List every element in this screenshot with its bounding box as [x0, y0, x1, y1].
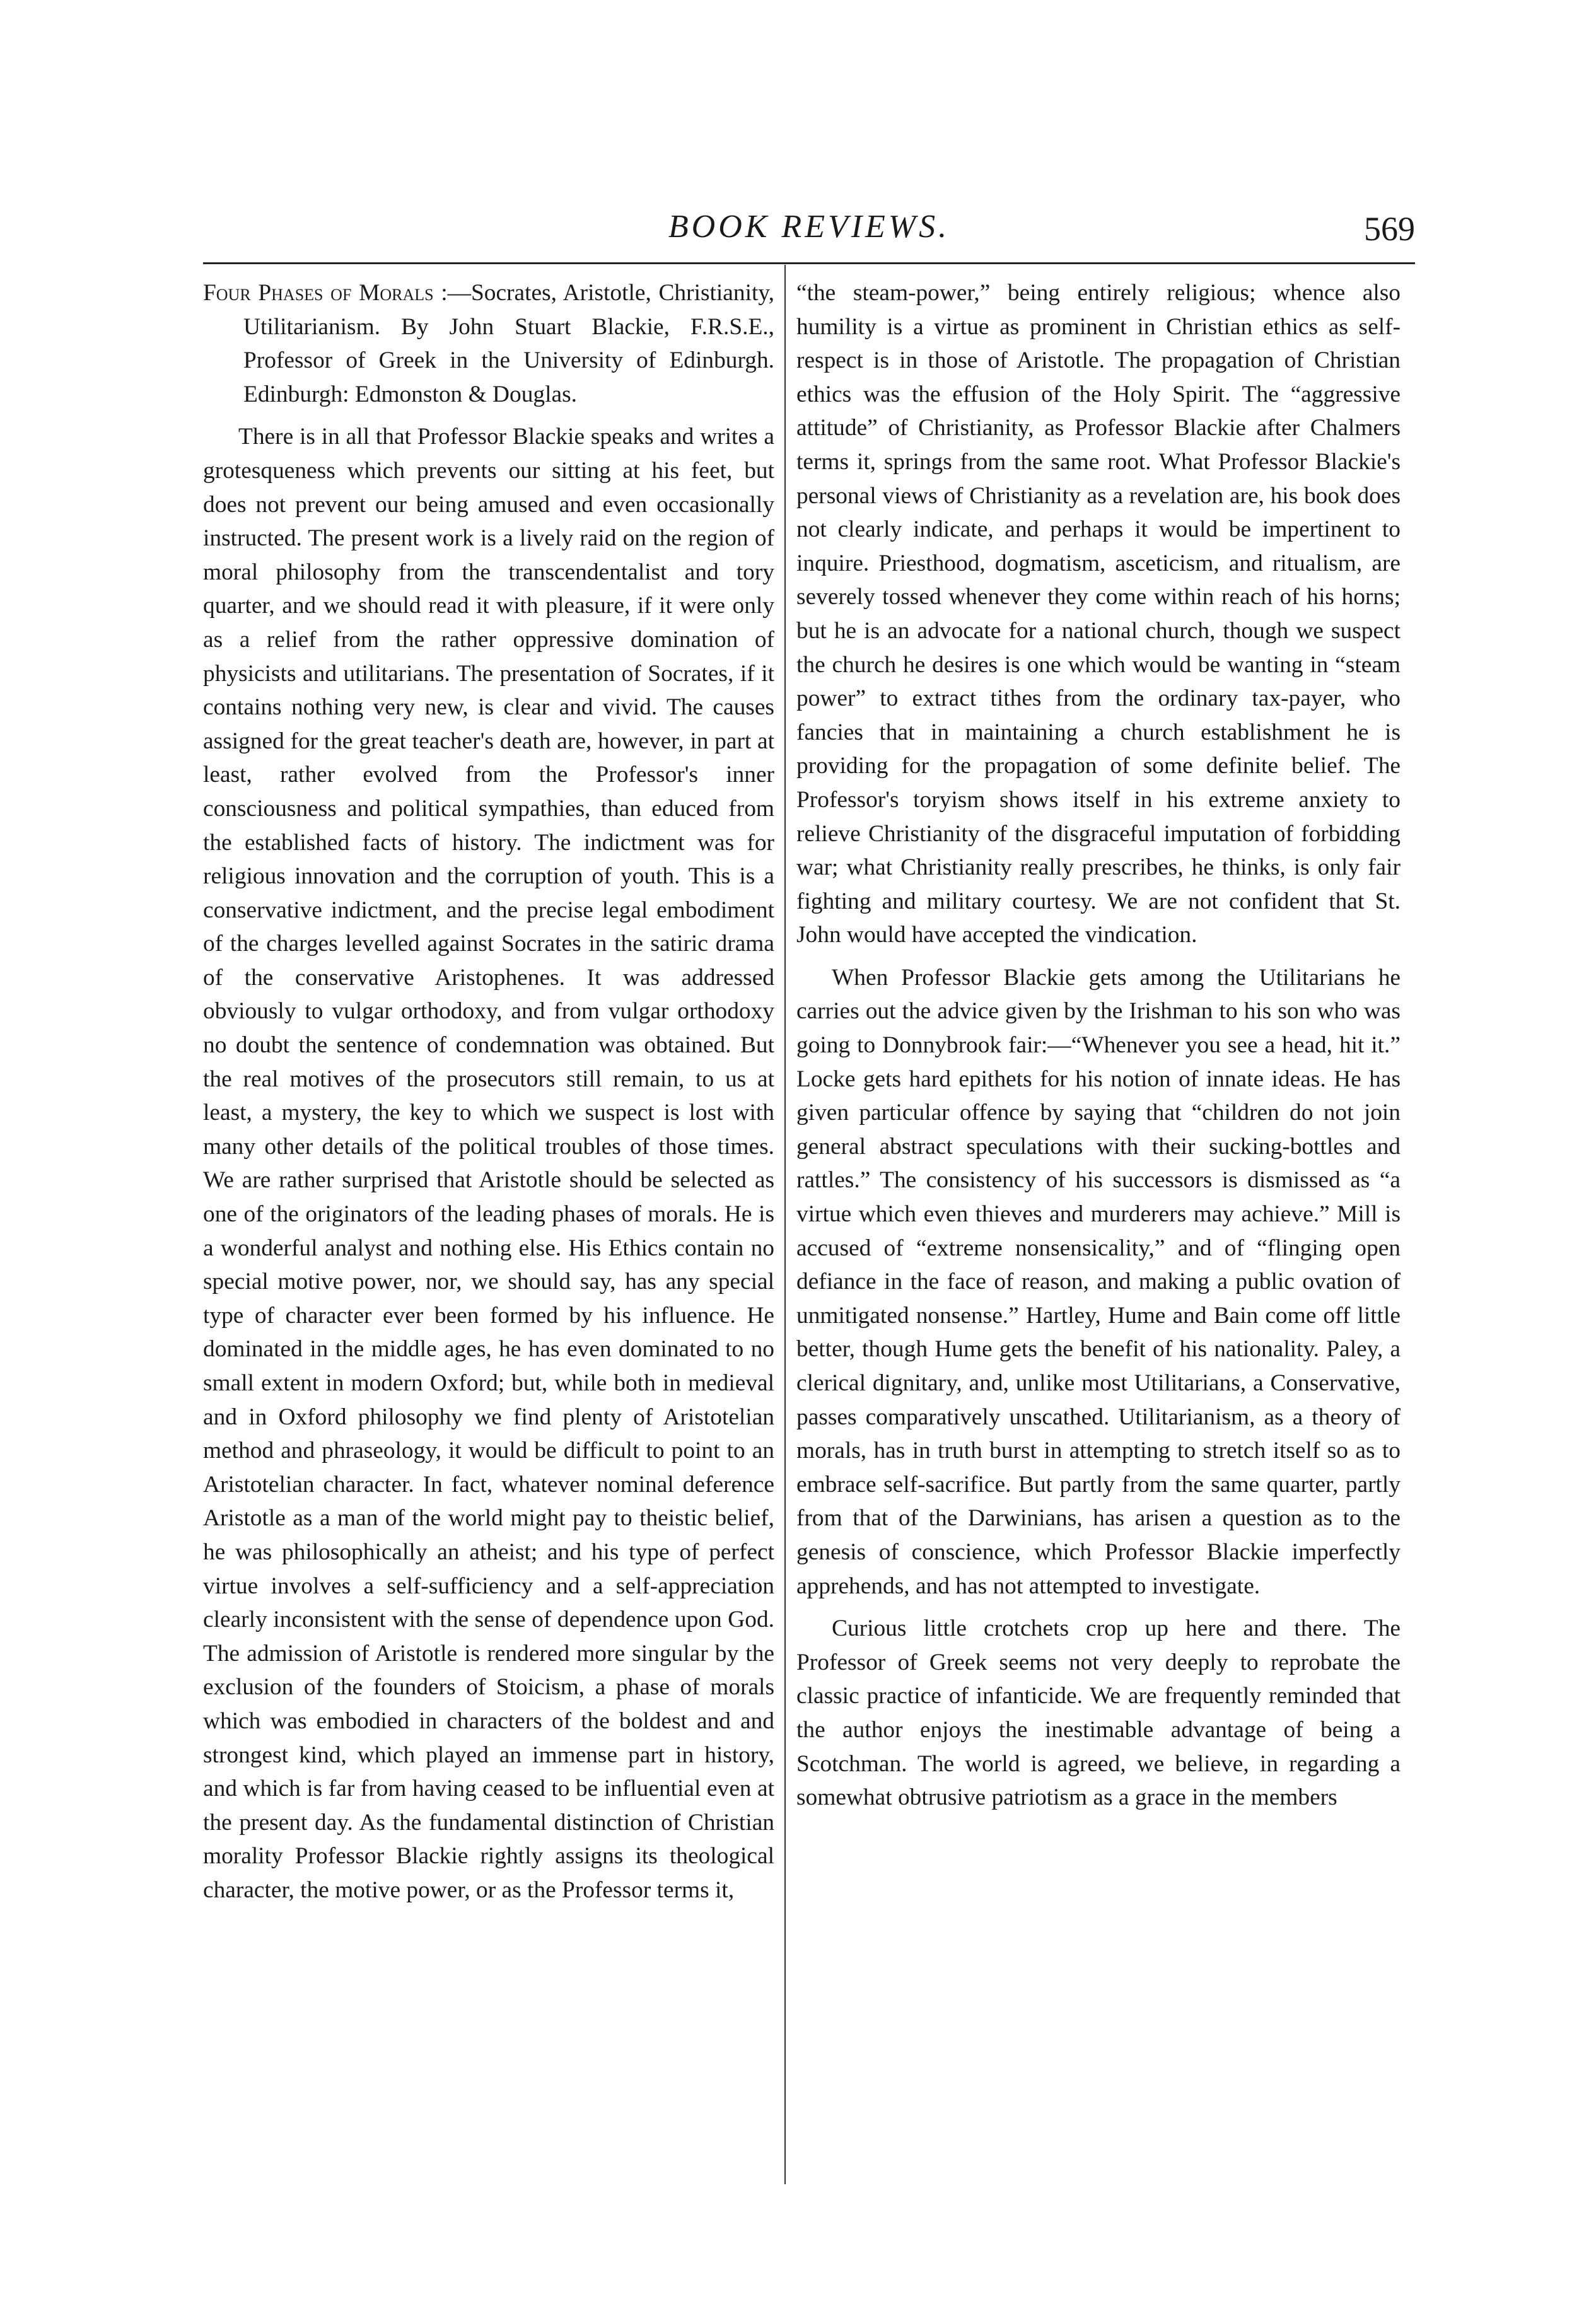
page-header — [203, 189, 1415, 259]
left-column — [203, 276, 774, 1907]
header-rule — [203, 262, 1415, 264]
page-number: 569 — [1364, 210, 1415, 248]
review-paragraph: When Professor Blackie gets among the Utilitarians he carries out the advice given by the Irishman to his son who was going to Donnybrook fair:—“Whenever you see a head, hit it.” Locke gets hard epithets for his notion of innate ideas. He has given particular offence by saying that “children do not join general abstract speculations with their sucking-bottles and rattles.” The consistency of his successors is dismissed as “a virtue which even thieves and murderers may achieve.” Mill is accused of “extreme nonsensicality,” and of “flinging open defiance in the face of reason, and making a public ovation of unmitigated nonsense.” Hartley, Hume and Bain come off little better, though Hume gets the benefit of his nationality. Paley, a clerical dignitary, and, unlike most Utilitarians, a Conservative, passes comparatively unscathed. Utilitarianism, as a theory of morals, has in truth burst in attempting to stretch itself so as to embrace self-sacrifice. But partly from the same quarter, partly from that of the Darwinians, has arisen a question as to the genesis of conscience, which Professor Blackie imperfectly apprehends, and has not attempted to investigate. — [796, 964, 1401, 1599]
review-paragraph: There is in all that Professor Blackie speaks and writes a grotesqueness which prevents our sitting at his feet, but does not prevent our being amused and even occasionally instructed. The present work is a lively raid on the region of moral philosophy from the transcendentalist and tory quarter, and we should read it with pleasure, if it were only as a relief from the rather oppressive domination of physicists and utilitarians. The presentation of Socrates, if it contains nothing very new, is clear and vivid. The causes assigned for the great teacher's death are, however, in part at least, rather evolved from the Professor's inner consciousness and political sympathies, than educed from the established facts of history. The indictment was for religious innovation and the corruption of youth. This is a conservative indictment, and the precise legal embodiment of the charges levelled against Socrates in the satiric drama of the conservative Aristophenes. It was addressed obviously to vulgar orthodoxy, and from vulgar orthodoxy no doubt the sentence of condemnation was obtained. But the real motives of the prosecutors still remain, to us at least, a mystery, the key to which we suspect is lost with many other details of the political troubles of those times. We are rather surprised that Aristotle should be selected as one of the originators of the leading phases of morals. He is a wonderful analyst and nothing else. His Ethics contain no special motive power, nor, we should say, has any special type of character ever been formed by his influence. He dominated in the middle ages, he has even dominated to no small extent in modern Oxford; but, while both in medieval and in Oxford philosophy we find plenty of Aristotelian method and phraseology, it would be difficult to point to an Aristotelian character. In fact, whatever nominal deference Aristotle as a man of the world might pay to theistic belief, he was philosophically an atheist; and his type of perfect virtue involves a self-sufficiency and a self-appreciation clearly inconsistent with the sense of dependence upon God. The admission of Aristotle is rendered more singular by the exclusion of the founders of Stoicism, a phase of morals which was embodied in characters of the boldest and and strongest kind, which played an immense part in history, and which is far from having ceased to be influential even at the present day. As the fundamental distinction of Christian morality Professor Blackie rightly assigns its theological character, the motive power, or as the Professor terms it, — [203, 424, 774, 1903]
column-divider — [784, 265, 786, 2184]
review-paragraph: “the steam-power,” being entirely religious; whence also humility is a virtue as prominent in Christian ethics as self-respect is in those of Aristotle. The propagation of Christian ethics was the effusion of the Holy Spirit. The “aggressive attitude” of Christianity, as Professor Blackie after Chalmers terms it, springs from the same root. What Professor Blackie's personal views of Christianity as a revelation are, his book does not clearly indicate, and perhaps it would be impertinent to inquire. Priesthood, dogmatism, asceticism, and ritualism, are severely tossed whenever they come within reach of his horns; but he is an advocate for a national church, though we suspect the church he desires is one which would be wanting in “steam power” to extract tithes from the ordinary tax-payer, who fancies that in maintaining a church establishment he is providing for the propagation of some definite belief. The Professor's toryism shows itself in his extreme anxiety to relieve Christianity of the disgraceful imputation of forbidding war; what Christianity really prescribes, he thinks, is only fair fighting and military courtesy. We are not confident that St. John would have accepted the vindication. — [796, 280, 1401, 948]
book-title: Four Phases of Morals — [203, 280, 434, 306]
review-entry-heading — [203, 276, 774, 411]
review-paragraph: Curious little crotchets crop up here and there. The Professor of Greek seems not very deeply to reprobate the classic practice of infanticide. We are frequently reminded that the author enjoys the inestimable advantage of being a Scotchman. The world is agreed, we believe, in regarding a somewhat obtrusive patriotism as a grace in the members — [796, 1615, 1401, 1811]
right-column — [796, 276, 1401, 1815]
book-subtitle: :—Socrates, Aristotle, Christianity, Utilitarianism. By John Stuart Blackie, F.R.S.E., Professor of Greek in the University of Edinburgh. Edinburgh: Edmonston & Douglas. — [243, 280, 774, 407]
running-head: BOOK REVIEWS. — [668, 209, 950, 245]
